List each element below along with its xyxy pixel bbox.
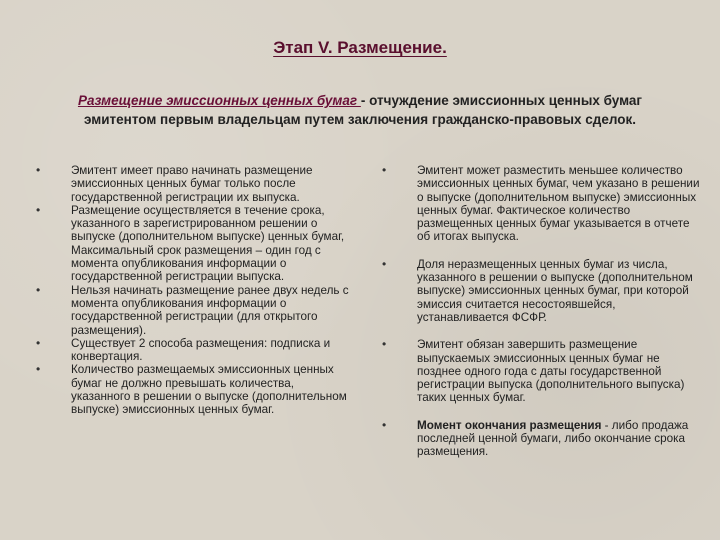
- slide-title: Этап V. Размещение.: [273, 38, 447, 57]
- right-item-text: - либо продажа последней ценной бумаги, либо окончание срока размещения.: [417, 418, 689, 459]
- right-item-text: Доля неразмещенных ценных бумаг из числа, указанного в решении о выпуске (дополнительном выпуске) эмиссионных ценных бумаг, при которой эмиссия считается несостоявшейся, устанавливается ФСФР.: [417, 257, 693, 324]
- left-list-item: [36, 363, 352, 416]
- bullet-icon: •: [382, 417, 387, 432]
- bullet-icon: •: [382, 256, 387, 271]
- right-column: [382, 164, 700, 473]
- definition-term: Размещение эмиссионных ценных бумаг: [77, 93, 361, 108]
- right-list-item: [382, 258, 700, 324]
- left-item-text: Существует 2 способа размещения: подписка и конвертация.: [71, 336, 331, 364]
- bullet-icon: •: [36, 202, 41, 217]
- left-item-text: Количество размещаемых эмиссионных ценных бумаг не должно превышать количества, указанного в решении о выпуске (дополнительном выпуске) эмиссионных ценных бумаг.: [71, 363, 347, 417]
- right-list-item: [382, 164, 700, 244]
- left-list-item: [36, 337, 352, 364]
- left-item-text: Эмитент имеет право начинать размещение эмиссионных ценных бумаг только после государственной регистрации их выпуска.: [71, 164, 313, 204]
- definition-text: - отчуждение эмиссионных ценных бумаг эмитентом первым владельцам путем заключения гражданско-правовых сделок.: [83, 93, 643, 127]
- right-item-bold: Момент окончания размещения: [417, 418, 602, 432]
- right-list-item: [382, 419, 700, 459]
- bullet-icon: •: [382, 163, 387, 177]
- bullet-icon: •: [36, 362, 41, 377]
- left-list-item: [36, 164, 352, 204]
- bullet-icon: •: [36, 163, 41, 177]
- definition-paragraph: [40, 91, 680, 129]
- right-list-item: [382, 338, 700, 404]
- bullet-icon: •: [36, 335, 41, 350]
- left-list-item: [36, 204, 352, 284]
- left-item-text: Нельзя начинать размещение ранее двух недель с момента опубликования информации о государственной регистрации (для открытого размещения).: [71, 283, 349, 337]
- bullet-icon: •: [36, 282, 41, 297]
- left-column: [36, 164, 352, 417]
- bullet-icon: •: [382, 337, 387, 352]
- right-item-text: Эмитент обязан завершить размещение выпускаемых эмиссионных ценных бумаг не позднее одного года с даты государственной регистрации выпуска (дополнительного выпуска) таких ценных бумаг.: [417, 338, 685, 405]
- left-item-text: Размещение осуществляется в течение срока, указанного в зарегистрированном решении о выпуске (дополнительном выпуске) ценных бумаг, Максимальный срок размещения – один год с момента опубликования информации о государственной регистрации выпуска.: [71, 203, 345, 284]
- left-list-item: [36, 284, 352, 337]
- right-item-text: Эмитент может разместить меньшее количество эмиссионных ценных бумаг, чем указано в решении о выпуске (дополнительном выпуске) эмиссионных ценных бумаг. Фактическое количество размещенных ценных бумаг указывается в отчете об итогах выпуска.: [417, 164, 700, 244]
